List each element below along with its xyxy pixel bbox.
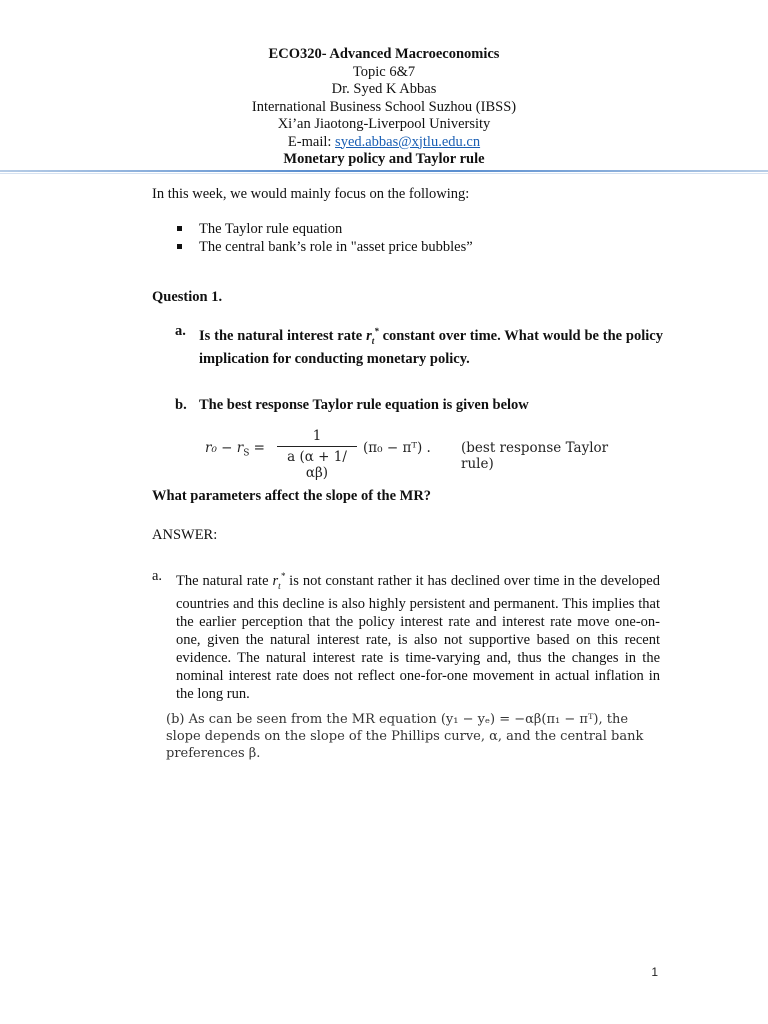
question-a-text-start: Is the natural interest rate (199, 327, 367, 344)
fraction-bar (277, 446, 357, 447)
bullet-square-icon (177, 244, 182, 249)
question-a-label: a. (175, 323, 186, 339)
math-sup: * (280, 571, 286, 581)
document-subtitle: Monetary policy and Taylor rule (283, 151, 485, 167)
equation-denominator: a (α + 1/αβ) (287, 449, 347, 481)
taylor-rule-equation (205, 428, 645, 481)
equation-rhs: (π₀ − πᵀ) . (363, 440, 431, 456)
course-title: ECO320- Advanced Macroeconomics (268, 46, 500, 62)
topic-list (175, 220, 473, 256)
topic-line: Topic 6&7 (352, 63, 416, 80)
question-a-text (199, 322, 663, 368)
natural-rate-symbol (366, 328, 379, 344)
page-number: 1 (651, 965, 658, 979)
math-sup: * (374, 326, 379, 336)
question-b-label: b. (175, 397, 187, 413)
question-b (175, 396, 663, 414)
equation-lhs (205, 440, 265, 459)
lecturer-name: Dr. Syed K Abbas (331, 81, 437, 97)
school-name: International Business School Suzhou (IBSS) (251, 98, 517, 115)
answer-a-text-start: The natural rate (176, 572, 273, 589)
equation-fraction (277, 428, 357, 481)
document-header (0, 46, 768, 169)
equation-lhs-text: r₀ − r (205, 440, 244, 456)
header-divider (0, 170, 768, 172)
list-item (175, 238, 473, 256)
math-sub: t (278, 580, 281, 591)
mr-question: What parameters affect the slope of the MR? (152, 488, 432, 504)
answer-b: (b) As can be seen from the MR equation (y₁ − yₑ) = −αβ(π₁ − πᵀ), the slope depends on the slope of the Phillips curve, α, and the central bank preferences β. (166, 712, 644, 761)
intro-text: In this week, we would mainly focus on the following: (152, 186, 470, 202)
question-a (175, 322, 663, 368)
natural-rate-symbol (273, 573, 286, 589)
bullet-square-icon (177, 226, 182, 231)
equation-numerator: 1 (312, 428, 322, 444)
university-name: Xi’an Jiaotong-Liverpool University (277, 116, 491, 132)
question-b-text: The best response Taylor rule equation is given below (199, 397, 529, 413)
list-item-text: The Taylor rule equation (199, 221, 343, 237)
question-heading: Question 1. (152, 289, 223, 305)
header-divider-shadow (0, 173, 768, 174)
email-link[interactable]: syed.abbas@xjtlu.edu.cn (335, 133, 481, 150)
equation-lhs-sub: S (243, 448, 250, 459)
math-r: r (366, 327, 372, 344)
equation-note: (best response Taylor rule) (461, 440, 609, 472)
email-line (0, 134, 768, 152)
equation-equals: = (249, 440, 265, 456)
email-label: E-mail: (287, 133, 336, 150)
answer-heading: ANSWER: (152, 527, 218, 543)
list-item (175, 220, 473, 238)
answer-a (152, 567, 660, 703)
question-a-text-end: constant over time. What would be the policy implication for conducting monetary policy. (199, 327, 663, 367)
answer-a-text-end: is not constant rather it has declined over time in the developed countries and this decline is also highly persistent and permanent. This implies that the earlier perception that the policy interest rate and interest rate move one-on-one, given the natural interest rate, is also not supportive based on this recent evidence. The natural interest rate is time-varying and, thus the changes in the nominal interest rate does not reflect one-for-one movement in actual inflation in the long run. (176, 572, 660, 702)
math-sub: t (371, 335, 375, 346)
answer-a-label: a. (152, 568, 163, 584)
math-r: r (272, 572, 279, 589)
list-item-text: The central bank’s role in "asset price bubbles” (199, 239, 473, 255)
answer-a-text (176, 567, 660, 703)
